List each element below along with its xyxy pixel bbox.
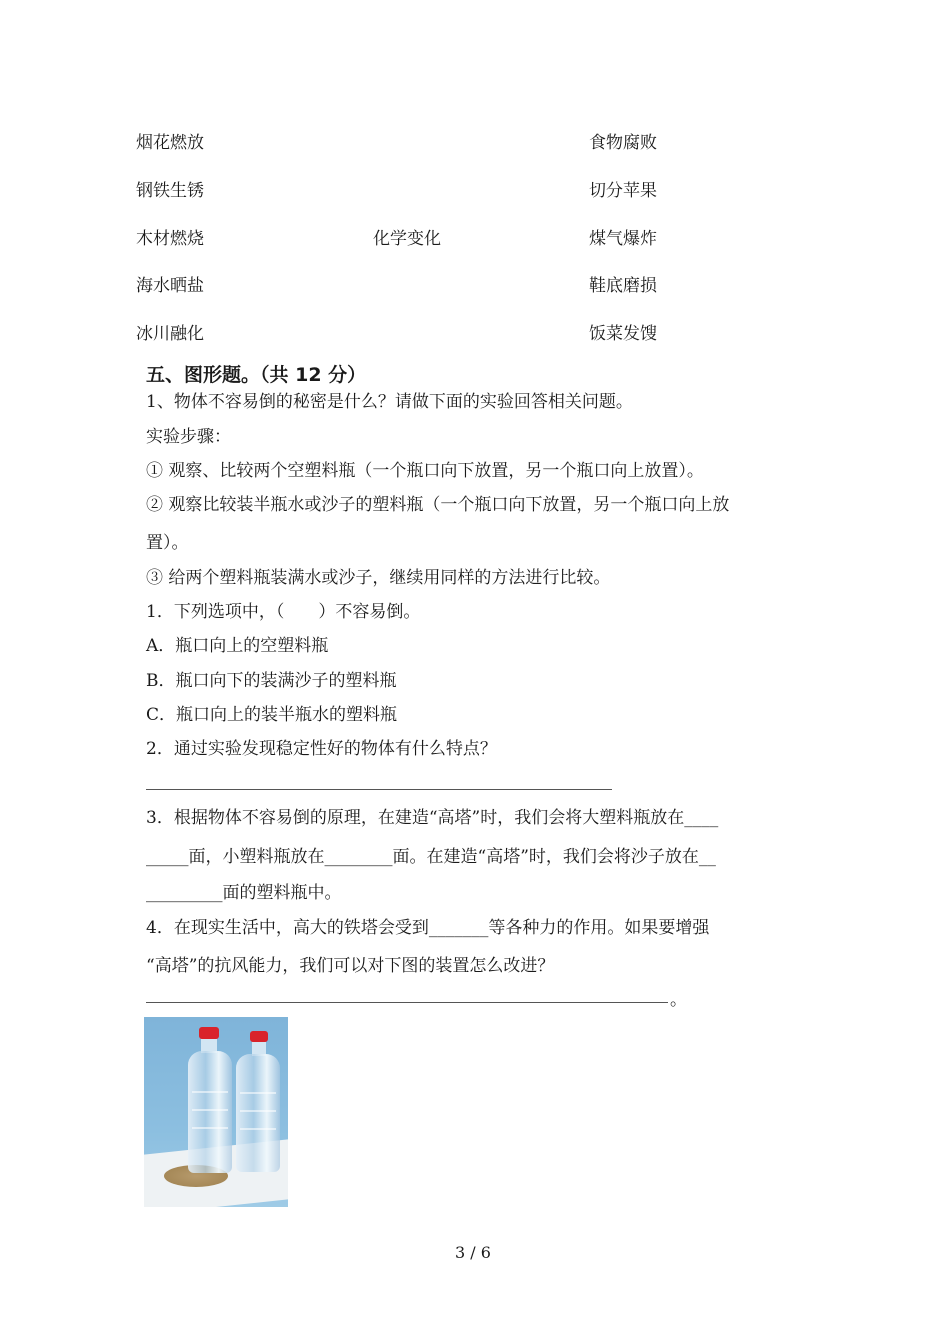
match-right-5: 饭菜发馊 <box>589 324 657 344</box>
match-right-2: 切分苹果 <box>589 181 657 201</box>
sub-question-1: 1．下列选项中，（ ）不容易倒。 <box>146 602 421 622</box>
option-a: A．瓶口向上的空塑料瓶 <box>146 636 329 656</box>
match-right-3: 煤气爆炸 <box>589 229 657 249</box>
match-left-5: 冰川融化 <box>136 324 204 344</box>
bottle-left <box>188 1051 232 1173</box>
match-middle: 化学变化 <box>373 229 441 249</box>
answer-line-4-end: 。 <box>670 990 687 1010</box>
match-right-4: 鞋底磨损 <box>589 276 657 296</box>
step-1: ① 观察、比较两个空塑料瓶（一个瓶口向下放置，另一个瓶口向上放置）。 <box>146 461 704 481</box>
step-2-line-2: 置）。 <box>146 533 189 553</box>
sub-question-3-line-2: _____面，小塑料瓶放在________面。在建造“高塔”时，我们会将沙子放在__ <box>146 847 716 867</box>
match-left-4: 海水晒盐 <box>136 276 204 296</box>
page-number: 3 / 6 <box>455 1243 491 1262</box>
step-2-line-1: ② 观察比较装半瓶水或沙子的塑料瓶（一个瓶口向下放置，另一个瓶口向上放 <box>146 495 730 515</box>
answer-line-4 <box>146 1002 668 1003</box>
sub-question-2: 2．通过实验发现稳定性好的物体有什么特点？ <box>146 739 497 759</box>
bottle-right <box>236 1054 280 1172</box>
option-c: C．瓶口向上的装半瓶水的塑料瓶 <box>146 705 398 725</box>
match-right-1: 食物腐败 <box>589 133 657 153</box>
sub-question-4-line-2: “高塔”的抗风能力，我们可以对下图的装置怎么改进？ <box>146 956 555 976</box>
sub-question-3-line-1: 3．根据物体不容易倒的原理，在建造“高塔”时，我们会将大塑料瓶放在____ <box>146 808 719 828</box>
bottles-photo <box>144 1017 288 1207</box>
match-left-2: 钢铁生锈 <box>136 181 204 201</box>
sub-question-3-line-3: _________面的塑料瓶中。 <box>146 883 342 903</box>
sub-question-4-line-1: 4．在现实生活中，高大的铁塔会受到_______等各种力的作用。如果要增强 <box>146 918 710 938</box>
question-intro: 1、物体不容易倒的秘密是什么？请做下面的实验回答相关问题。 <box>146 392 633 412</box>
steps-label: 实验步骤： <box>146 427 231 447</box>
bottle-cap-left <box>199 1027 219 1039</box>
match-left-1: 烟花燃放 <box>136 133 204 153</box>
step-3: ③ 给两个塑料瓶装满水或沙子，继续用同样的方法进行比较。 <box>146 568 611 588</box>
section-title: 五、图形题。（共 12 分） <box>146 364 367 386</box>
match-left-3: 木材燃烧 <box>136 229 204 249</box>
answer-line-2 <box>146 789 612 790</box>
option-b: B．瓶口向下的装满沙子的塑料瓶 <box>146 671 397 691</box>
bottle-cap-right <box>250 1031 268 1042</box>
